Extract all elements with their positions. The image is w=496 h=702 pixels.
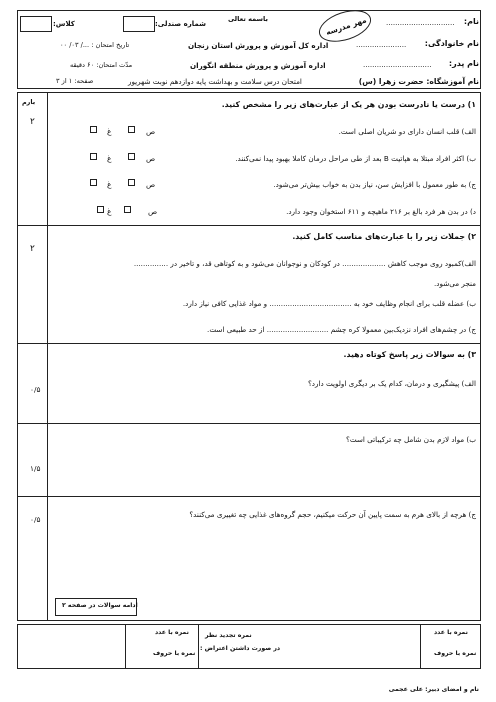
exam-title: امتحان درس سلامت و بهداشت پایه دوازدهم نوبت شهریور [128, 77, 302, 86]
page-number: صفحه: ۱ از ۳ [56, 77, 94, 85]
class-label: کلاس: [53, 20, 75, 28]
q1-a-true-checkbox[interactable] [128, 126, 135, 133]
score-header: بارم [22, 98, 36, 106]
footer-left-score-text: نمره با حروف [153, 650, 196, 657]
score-column-divider [47, 92, 48, 621]
student-name-label: نام: [463, 17, 479, 26]
q3-a-score: ۰/۵ [30, 385, 41, 394]
class-box [20, 16, 52, 32]
school-label: نام آموزشگاه: حضرت زهرا (س) [358, 77, 479, 86]
continue-note: ادامه سوالات در صفحه ۲ [62, 602, 138, 609]
q1-b-false-label: غ [107, 154, 112, 163]
q2-item-a-cont: منجر می‌شود. [434, 279, 476, 288]
q1-b-true-label: ص [146, 154, 156, 163]
q3-b-score: ۱/۵ [30, 464, 41, 473]
q3-title: ۳) به سوالات زیر پاسخ کوتاه دهید. [343, 350, 476, 359]
q1-b-false-checkbox[interactable] [90, 153, 97, 160]
q2-item-a: الف)کمبود روی موجب کاهش ................... در کودکان و نوجوانان می‌شود و به کوتاهی قد، و تاخیر در ............... [133, 259, 476, 268]
q2-score: ۲ [30, 244, 35, 254]
q1-c-true-checkbox[interactable] [128, 179, 135, 186]
q1-title: ۱) درست یا نادرست بودن هر یک از عبارت‌های زیر را مشخص کنید. [221, 100, 476, 109]
q1-item-a: الف) قلب انسان دارای دو شریان اصلی است. [338, 127, 476, 136]
footer-right-score-text: نمره با حروف [434, 650, 477, 657]
seat-number-box [123, 16, 155, 32]
q1-c-false-checkbox[interactable] [90, 179, 97, 186]
school-stamp-text: مهر مدرسه [324, 15, 368, 37]
q3-item-a: الف) پیشگیری و درمان، کدام یک بر دیگری اولویت دارد؟ [307, 379, 476, 388]
exam-date: تاریخ امتحان : .../ ۰۳/ ۰۰ [60, 41, 130, 49]
q1-d-true-label: ص [148, 207, 158, 216]
q1-c-false-label: غ [107, 180, 112, 189]
father-name-dots: .............................. [363, 60, 432, 69]
footer-appeal-note: در صورت داشتن اعتراض : [200, 645, 281, 652]
q1-divider [17, 225, 481, 226]
q1-d-true-checkbox[interactable] [124, 206, 131, 213]
footer-left-score-number: نمره با عدد [155, 629, 189, 636]
q1-item-d: د) در بدن هر فرد بالغ بر ۲۱۶ ماهیچه و ۶۱۱ استخوان وجود دارد. [286, 207, 476, 216]
org-line-1: اداره کل آموزش و پرورش استان زنجان [188, 41, 329, 50]
q2-title: ۲) جملات زیر را با عبارت‌های مناسب کامل کنید. [292, 232, 476, 241]
footer-appeal-title: نمره تجدید نظر [205, 632, 252, 639]
org-line-2: اداره آموزش و پرورش منطقه انگوران [190, 61, 326, 70]
q2-item-b: ب) عضله قلب برای انجام وظایف خود به .................................... و مواد غذایی کافی نیاز دارد. [182, 299, 476, 308]
q1-a-true-label: ص [146, 127, 156, 136]
q3-c-score: ۰/۵ [30, 515, 41, 524]
family-name-dots: ...................... [356, 40, 407, 49]
q3-item-c: ج) هرچه از بالای هرم به سمت پایین آن حرکت میکنیم، حجم گروه‌های غذایی چه تغییری می‌کنند؟ [189, 510, 476, 519]
q3-a-divider [17, 423, 481, 424]
footer-divider-3 [125, 624, 126, 669]
seat-number-label: شماره صندلی: [155, 20, 206, 28]
q2-divider [17, 343, 481, 344]
q1-a-false-label: غ [107, 127, 112, 136]
footer-right-score-number: نمره با عدد [434, 629, 468, 636]
q1-score: ۲ [30, 117, 35, 127]
q1-d-false-checkbox[interactable] [97, 206, 104, 213]
q1-a-false-checkbox[interactable] [90, 126, 97, 133]
q3-item-b: ب) مواد لازم بدن شامل چه ترکیباتی است؟ [346, 435, 476, 444]
q2-item-c: ج) در چشم‌های افراد نزدیک‌بین معمولا کره چشم ........................... از حد طبیعی است. [207, 325, 476, 334]
basmala: باسمه تعالی [228, 15, 268, 23]
q1-item-c: ج) به طور معمول با افزایش سن، نیاز بدن به خواب بیش‌تر می‌شود. [273, 180, 476, 189]
q3-b-divider [17, 496, 481, 497]
teacher-signature-label: نام و امضای دبیر: علی عجمی [388, 686, 479, 693]
family-name-label: نام خانوادگی: [424, 39, 479, 48]
footer-divider-1 [420, 624, 421, 669]
father-name-label: نام پدر: [448, 59, 479, 68]
q1-c-true-label: ص [146, 180, 156, 189]
q1-item-b: ب) اکثر افراد مبتلا به هپاتیت B بعد از طی مراحل درمان کاملا بهبود پیدا نمی‌کنند. [235, 154, 476, 163]
footer-divider-2 [198, 624, 199, 669]
exam-duration: مدّت امتحان: ۶۰ دقیقه [70, 61, 133, 69]
student-name-dots: .............................. [386, 18, 455, 27]
q1-d-false-label: غ [107, 207, 112, 216]
q1-b-true-checkbox[interactable] [128, 153, 135, 160]
